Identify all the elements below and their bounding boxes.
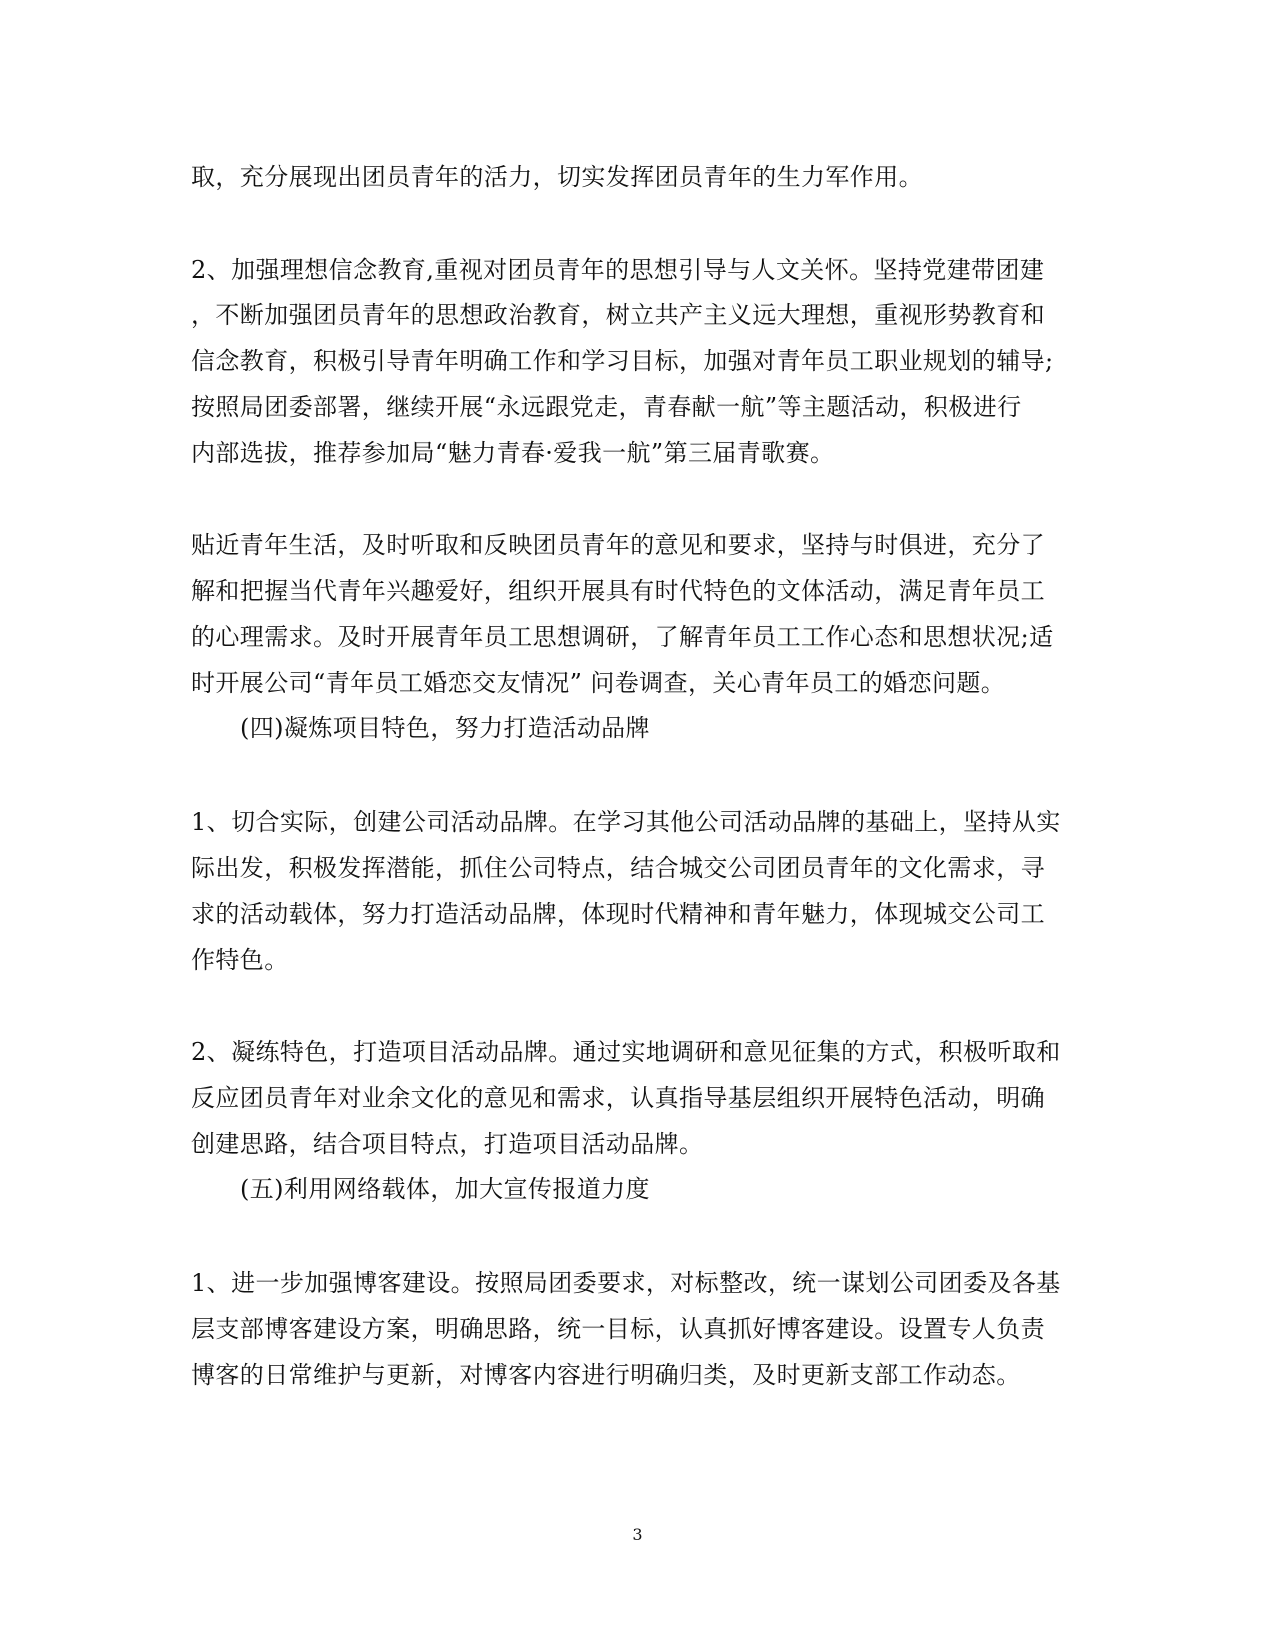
section-heading: (四)凝炼项目特色，努力打造活动品牌 <box>240 714 650 742</box>
text-line: 解和把握当代青年兴趣爱好，组织开展具有时代特色的文体活动，满足青年员工 <box>191 577 1045 605</box>
text-line: 时开展公司“青年员工婚恋交友情况” 问卷调查，关心青年员工的婚恋问题。 <box>191 669 1006 697</box>
text-line: 1、进一步加强博客建设。按照局团委要求，对标整改，统一谋划公司团委及各基 <box>191 1269 1061 1297</box>
text-line: 际出发，积极发挥潜能，抓住公司特点，结合城交公司团员青年的文化需求，寻 <box>191 854 1045 882</box>
text-line: 按照局团委部署，继续开展“永远跟党走，青春献一航”等主题活动，积极进行 <box>191 393 1022 421</box>
text-line: 2、加强理想信念教育,重视对团员青年的思想引导与人文关怀。坚持党建带团建 <box>191 256 1045 284</box>
text-line: 反应团员青年对业余文化的意见和需求，认真指导基层组织开展特色活动，明确 <box>191 1084 1045 1112</box>
page-number: 3 <box>632 1525 643 1544</box>
section-heading: (五)利用网络载体，加大宣传报道力度 <box>240 1175 650 1203</box>
text-line: 层支部博客建设方案，明确思路，统一目标，认真抓好博客建设。设置专人负责 <box>191 1315 1045 1343</box>
text-line: 取，充分展现出团员青年的活力，切实发挥团员青年的生力军作用。 <box>191 163 923 191</box>
text-line: 贴近青年生活，及时听取和反映团员青年的意见和要求，坚持与时俱进，充分了 <box>191 531 1045 559</box>
text-line: 内部选拔，推荐参加局“魅力青春·爱我一航”第三届青歌赛。 <box>191 439 835 467</box>
text-line: 创建思路，结合项目特点，打造项目活动品牌。 <box>191 1130 704 1158</box>
text-line: 求的活动载体，努力打造活动品牌，体现时代精神和青年魅力，体现城交公司工 <box>191 900 1045 928</box>
text-line: 1、切合实际，创建公司活动品牌。在学习其他公司活动品牌的基础上，坚持从实 <box>191 808 1061 836</box>
text-line: 的心理需求。及时开展青年员工思想调研，了解青年员工工作心态和思想状况;适 <box>191 623 1054 651</box>
text-line: 信念教育，积极引导青年明确工作和学习目标，加强对青年员工职业规划的辅导; <box>191 347 1054 375</box>
text-line: 博客的日常维护与更新，对博客内容进行明确归类，及时更新支部工作动态。 <box>191 1361 1021 1389</box>
text-line: ，不断加强团员青年的思想政治教育，树立共产主义远大理想，重视形势教育和 <box>191 301 1045 329</box>
text-line: 作特色。 <box>191 946 289 974</box>
text-line: 2、凝练特色，打造项目活动品牌。通过实地调研和意见征集的方式，积极听取和 <box>191 1038 1061 1066</box>
